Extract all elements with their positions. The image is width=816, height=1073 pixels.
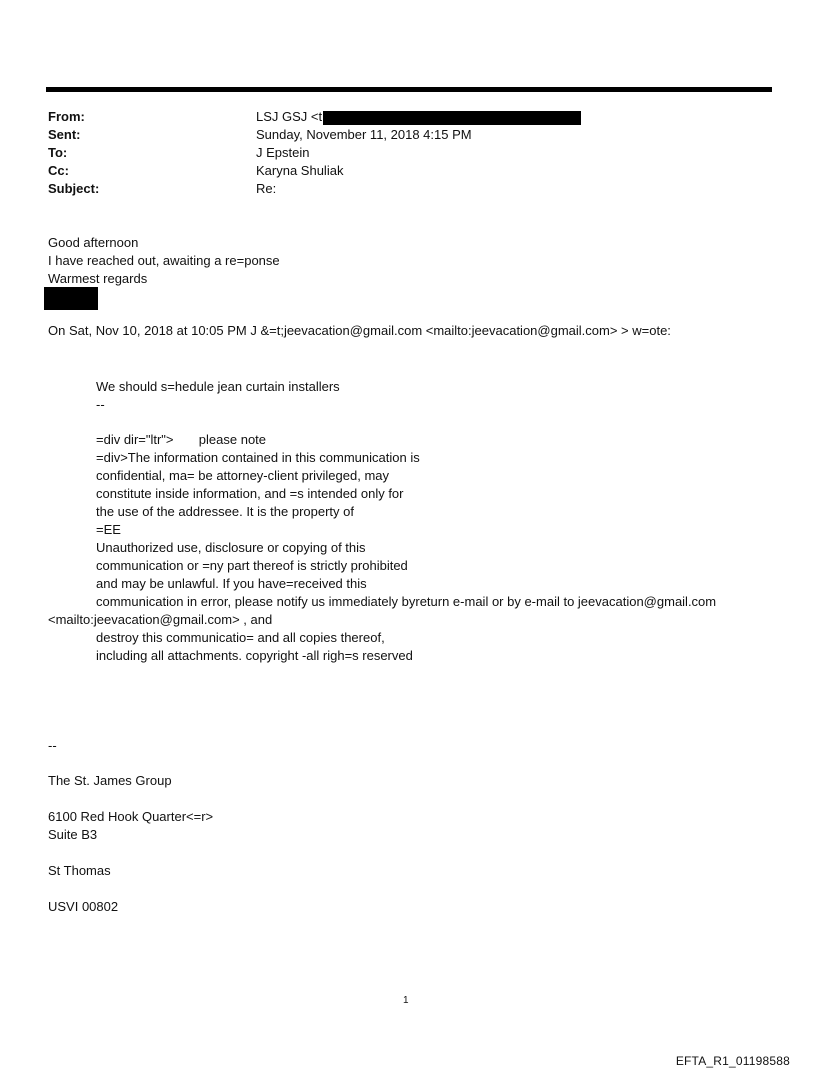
quote-intro: On Sat, Nov 10, 2018 at 10:05 PM J &=t;jeevacation@gmail.com <mailto:jeevacation@gmail.com> > w=ote: bbox=[48, 323, 671, 338]
quoted-line: constitute inside information, and =s intended only for bbox=[96, 486, 404, 501]
to-label: To: bbox=[48, 145, 68, 160]
quoted-line: communication or =ny part thereof is strictly prohibited bbox=[96, 558, 408, 573]
subject-value: Re: bbox=[256, 181, 277, 196]
signature-company: The St. James Group bbox=[48, 773, 172, 788]
body-greeting: Good afternoon bbox=[48, 235, 139, 250]
cc-value: Karyna Shuliak bbox=[256, 163, 344, 178]
sent-label: Sent: bbox=[48, 127, 81, 142]
signature-separator: -- bbox=[48, 738, 57, 753]
quoted-line: communication in error, please notify us immediately byreturn e-mail or by e-mail to jeevacation@gmail.com bbox=[96, 594, 717, 609]
subject-label: Subject: bbox=[48, 181, 100, 196]
signature-city: St Thomas bbox=[48, 863, 111, 878]
quoted-line: Unauthorized use, disclosure or copying of this bbox=[96, 540, 366, 555]
signature-region: USVI 00802 bbox=[48, 899, 119, 914]
body-line: I have reached out, awaiting a re=ponse bbox=[48, 253, 280, 268]
quoted-line: and may be unlawful. If you have=received this bbox=[96, 576, 367, 591]
document-id: EFTA_R1_01198588 bbox=[675, 1054, 790, 1068]
quoted-line: including all attachments. copyright -all righ=s reserved bbox=[96, 648, 413, 663]
quoted-line: =EE bbox=[96, 522, 121, 537]
page-number: 1 bbox=[403, 995, 409, 1006]
sent-value: Sunday, November 11, 2018 4:15 PM bbox=[256, 127, 472, 142]
from-value bbox=[256, 108, 581, 126]
quoted-mailto: <mailto:jeevacation@gmail.com> , and bbox=[48, 612, 273, 627]
cc-label: Cc: bbox=[48, 163, 69, 178]
quoted-line: =div dir="ltr"> please note bbox=[96, 432, 267, 447]
header-rule bbox=[46, 87, 772, 92]
redaction-bar bbox=[44, 287, 98, 310]
quoted-separator: -- bbox=[96, 397, 105, 412]
to-value: J Epstein bbox=[256, 145, 310, 160]
from-text: LSJ GSJ <t bbox=[256, 109, 323, 124]
from-label: From: bbox=[48, 109, 85, 124]
body-line: Warmest regards bbox=[48, 271, 148, 286]
quoted-line: confidential, ma= be attorney-client privileged, may bbox=[96, 468, 390, 483]
signature-address: 6100 Red Hook Quarter<=r> bbox=[48, 809, 214, 824]
signature-address: Suite B3 bbox=[48, 827, 98, 842]
quoted-line: destroy this communicatio= and all copies thereof, bbox=[96, 630, 385, 645]
quoted-line: =div>The information contained in this communication is bbox=[96, 450, 420, 465]
quoted-line: We should s=hedule jean curtain installers bbox=[96, 379, 340, 394]
redaction-bar bbox=[323, 111, 581, 125]
quoted-line: the use of the addressee. It is the property of bbox=[96, 504, 354, 519]
